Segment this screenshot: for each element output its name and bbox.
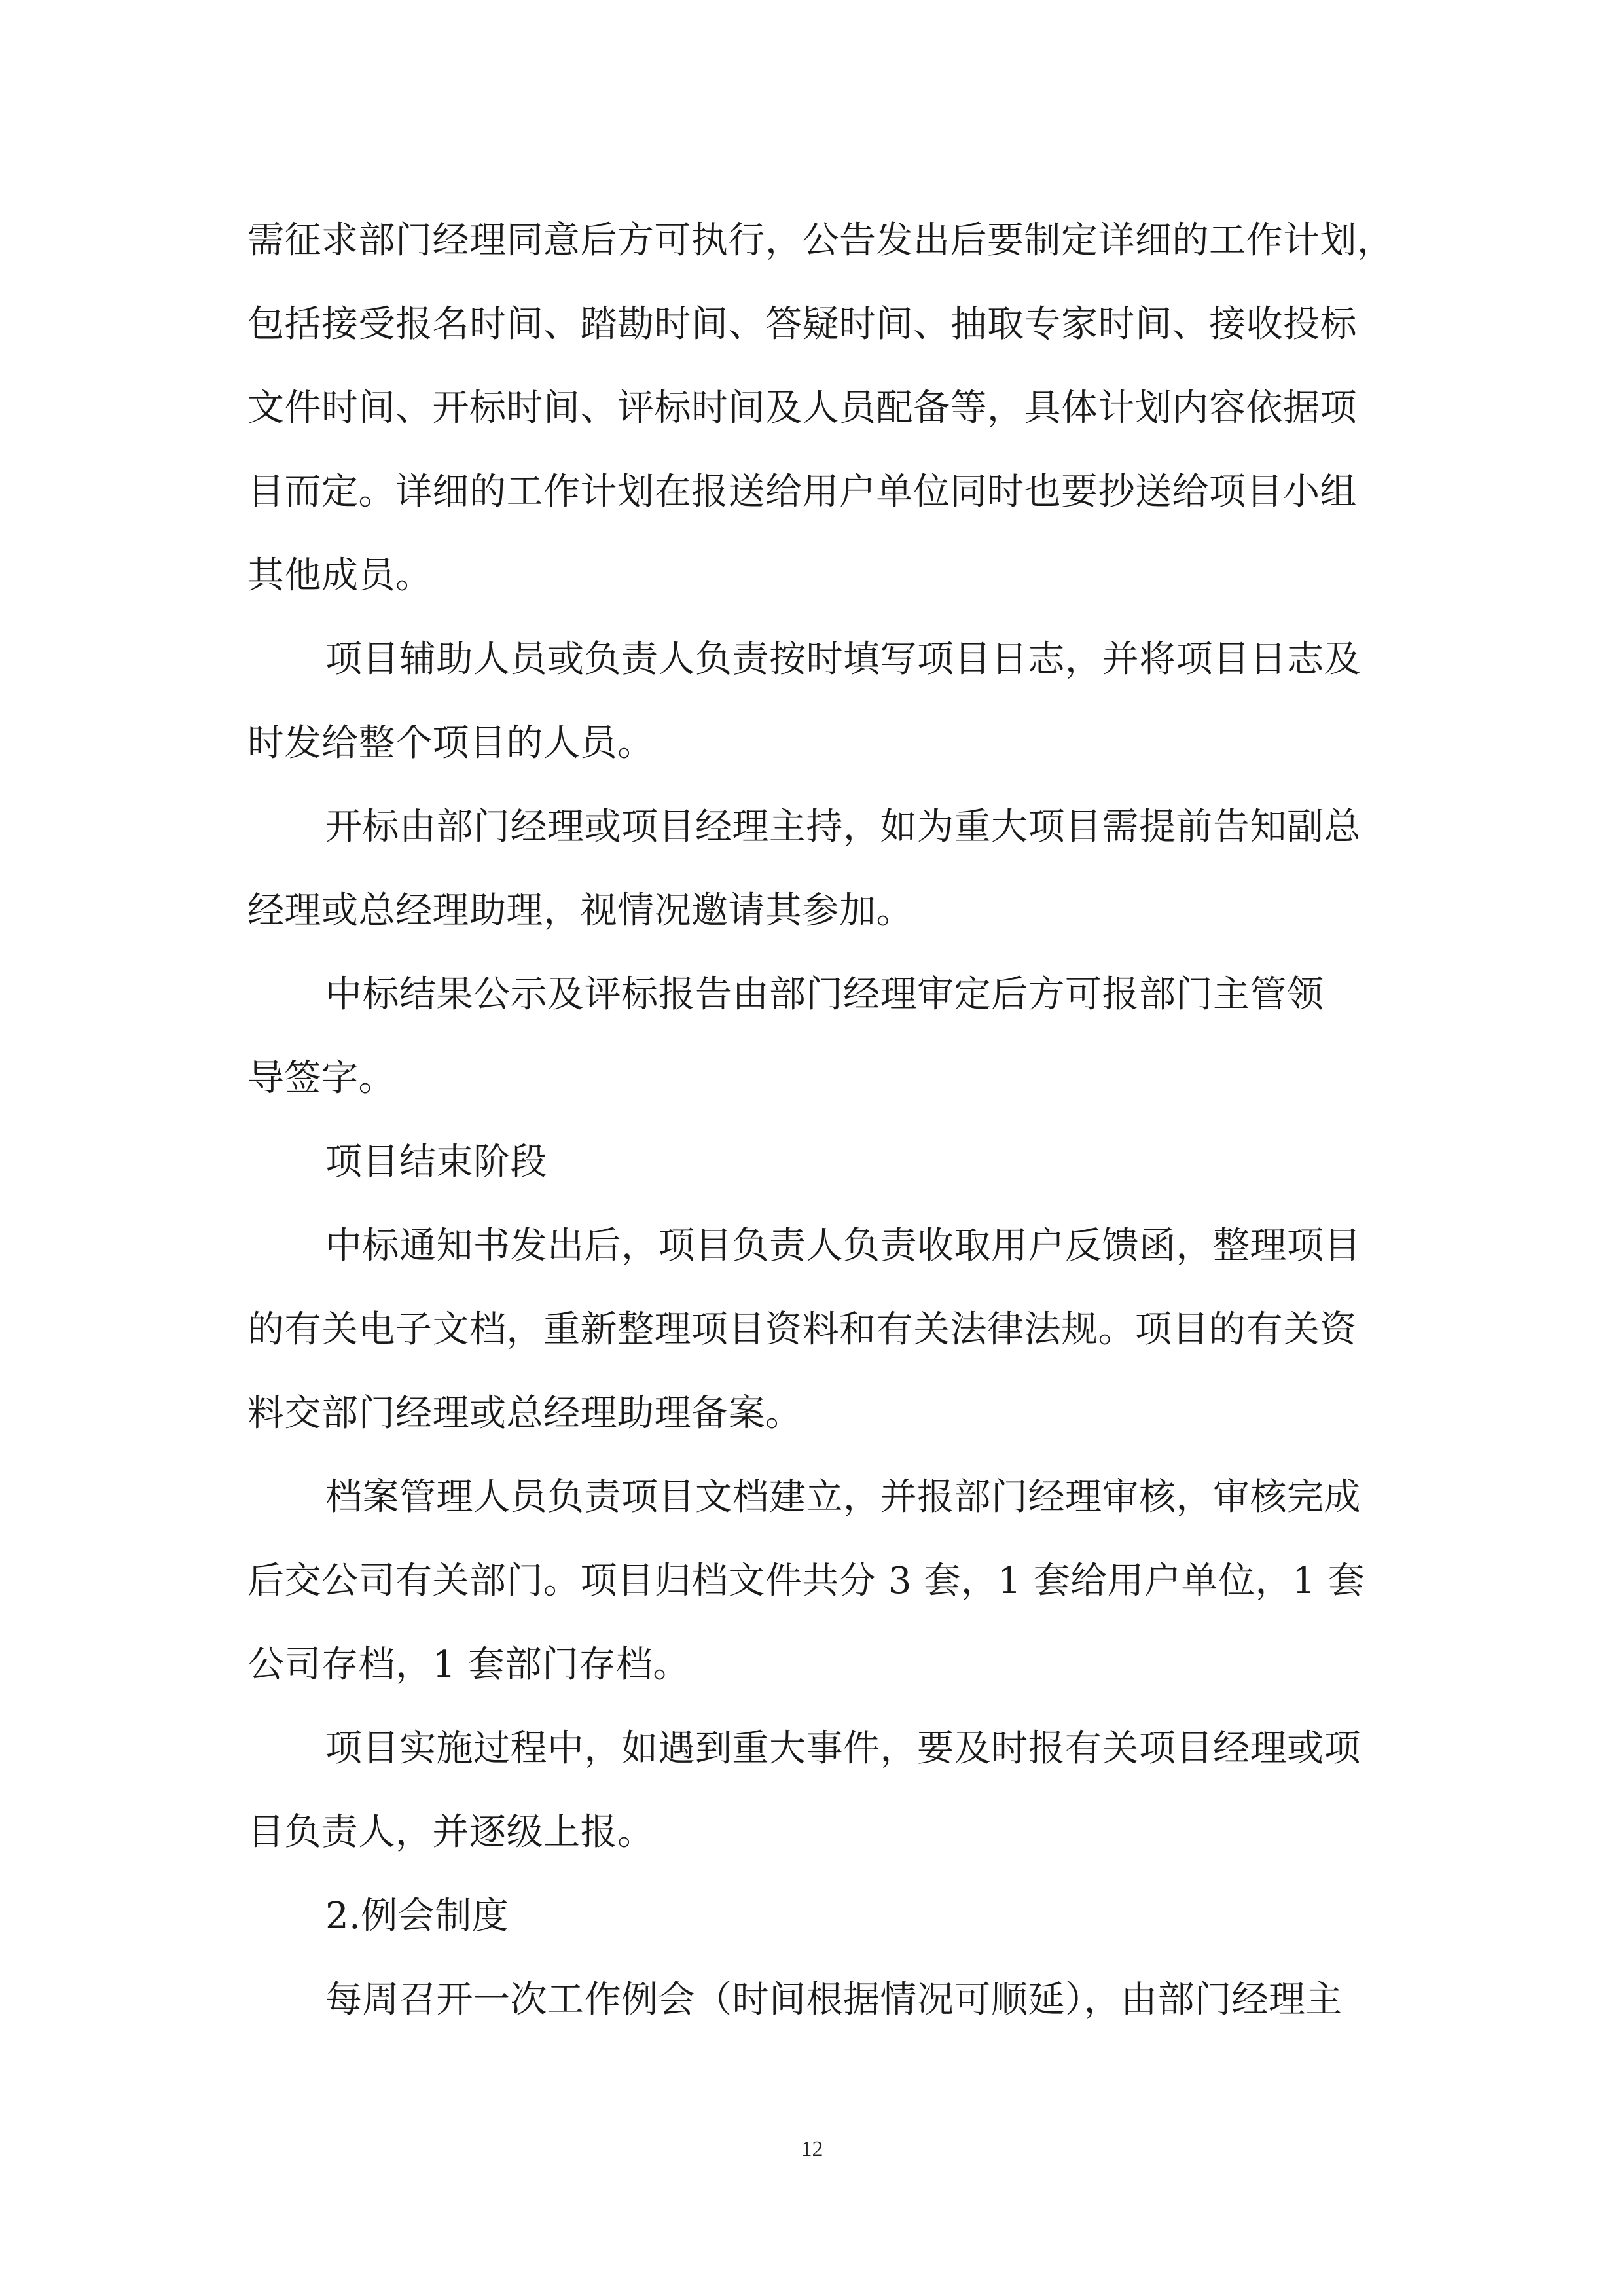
text-line: 公司存档，1 套部门存档。: [247, 1643, 690, 1686]
text-line: 的有关电子文档，重新整理项目资料和有关法律法规。项目的有关资: [247, 1308, 1357, 1351]
text-line: 导签字。: [247, 1057, 395, 1100]
text-line: 料交部门经理或总经理助理备案。: [247, 1392, 803, 1435]
text-line: 时发给整个项目的人员。: [247, 722, 655, 764]
text-line: 每周召开一次工作例会（时间根据情况可顺延），由部门经理主: [325, 1979, 1343, 2021]
text-line: 中标结果公示及评标报告由部门经理审定后方可报部门主管领: [325, 973, 1324, 1016]
text-line: 后交公司有关部门。项目归档文件共分 3 套，1 套给用户单位，1 套: [247, 1560, 1365, 1602]
text-line: 文件时间、开标时间、评标时间及人员配备等，具体计划内容依据项: [247, 387, 1357, 429]
text-line: 项目实施过程中，如遇到重大事件，要及时报有关项目经理或项: [325, 1727, 1361, 1770]
section-heading: 2.例会制度: [325, 1895, 509, 1937]
text-line: 目负责人，并逐级上报。: [247, 1811, 655, 1854]
text-line: 档案管理人员负责项目文档建立，并报部门经理审核，审核完成: [325, 1476, 1361, 1518]
text-line: 需征求部门经理同意后方可执行，公告发出后要制定详细的工作计划，: [247, 219, 1394, 262]
text-line: 开标由部门经理或项目经理主持，如为重大项目需提前告知副总: [325, 806, 1361, 848]
text-line: 其他成员。: [247, 554, 433, 597]
section-heading: 项目结束阶段: [325, 1141, 547, 1183]
text-line: 包括接受报名时间、踏勘时间、答疑时间、抽取专家时间、接收投标: [247, 303, 1357, 346]
text-line: 项目辅助人员或负责人负责按时填写项目日志，并将项目日志及: [325, 638, 1361, 681]
text-line: 中标通知书发出后，项目负责人负责收取用户反馈函，整理项目: [325, 1225, 1361, 1267]
page-number: 12: [801, 2137, 823, 2161]
text-line: 经理或总经理助理，视情况邀请其参加。: [247, 889, 913, 932]
text-line: 目而定。详细的工作计划在报送给用户单位同时也要抄送给项目小组: [247, 471, 1357, 513]
